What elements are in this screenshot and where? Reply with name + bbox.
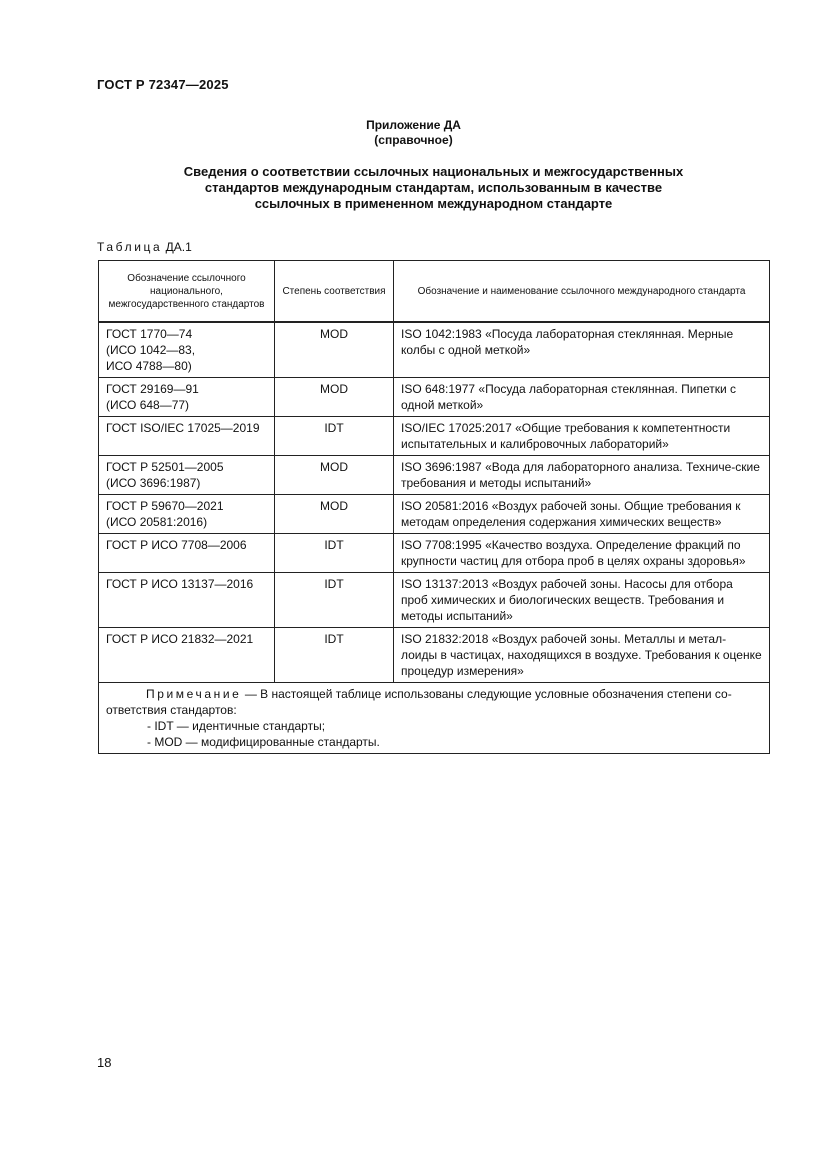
table-row xyxy=(99,456,770,495)
annex-subtitle: (справочное) xyxy=(374,133,453,147)
national-standard-line: ГОСТ ISO/IEC 17025—2019 xyxy=(106,421,260,435)
national-standard-line: ГОСТ 1770—74 xyxy=(106,327,193,341)
column-header-international: Обозначение и наименование ссылочного международного стандарта xyxy=(394,261,770,323)
note-item: - MOD — модифицированные стандарты. xyxy=(147,735,380,749)
column-header-national: Обозначение ссылочного национального, межгосударственного стандартов xyxy=(99,261,275,323)
national-standard-line: ГОСТ Р 59670—2021 xyxy=(106,499,224,513)
national-standard-line: (ИСО 1042—83, xyxy=(106,343,196,357)
column-header-degree: Степень соответствия xyxy=(275,261,394,323)
section-title-line: Сведения о соответствии ссылочных национальных и межгосударственных xyxy=(183,164,684,179)
table-row xyxy=(99,322,770,378)
national-standard-cell xyxy=(99,417,275,456)
degree-cell: MOD xyxy=(275,456,394,495)
note-item: - IDT — идентичные стандарты; xyxy=(147,719,326,733)
international-standard-cell: ISO/IEC 17025:2017 «Общие требования к компетентности испытательных и калибровочных лабораторий» xyxy=(394,417,770,456)
table-header-row xyxy=(99,261,770,323)
national-standard-line: ГОСТ Р ИСО 7708—2006 xyxy=(106,538,247,552)
national-standard-line: ГОСТ Р ИСО 21832—2021 xyxy=(106,632,254,646)
table-row xyxy=(99,573,770,628)
degree-cell: MOD xyxy=(275,378,394,417)
degree-cell: IDT xyxy=(275,573,394,628)
national-standard-line: (ИСО 648—77) xyxy=(106,398,190,412)
national-standard-cell xyxy=(99,378,275,417)
section-title-line: стандартов международным стандартам, использованным в качестве xyxy=(204,180,663,195)
table-label xyxy=(97,240,192,254)
degree-cell: IDT xyxy=(275,628,394,683)
degree-cell: IDT xyxy=(275,417,394,456)
standards-table xyxy=(98,260,770,754)
national-standard-cell xyxy=(99,456,275,495)
note-paragraph xyxy=(106,686,762,718)
table-note xyxy=(99,683,770,754)
degree-cell: IDT xyxy=(275,534,394,573)
table-label-word: Таблица xyxy=(97,240,163,254)
table-row xyxy=(99,417,770,456)
note-text: — В настоящей таблице использованы следующие условные обозначения степени со-ответствия стандартов: xyxy=(106,687,732,717)
international-standard-cell: ISO 7708:1995 «Качество воздуха. Определение фракций по крупности частиц для отбора проб в целях охраны здоровья» xyxy=(394,534,770,573)
table-row xyxy=(99,495,770,534)
international-standard-cell: ISO 21832:2018 «Воздух рабочей зоны. Металлы и метал-лоиды в частицах, находящихся в воздухе. Требования к оценке процедур измерения» xyxy=(394,628,770,683)
national-standard-line: (ИСО 20581:2016) xyxy=(106,515,208,529)
international-standard-cell: ISO 13137:2013 «Воздух рабочей зоны. Насосы для отбора проб химических и биологических веществ. Требования и методы испытаний» xyxy=(394,573,770,628)
international-standard-cell: ISO 20581:2016 «Воздух рабочей зоны. Общие требования к методам определения содержания химических веществ» xyxy=(394,495,770,534)
degree-cell: MOD xyxy=(275,322,394,378)
national-standard-line: ГОСТ Р 52501—2005 xyxy=(106,460,224,474)
national-standard-line: ИСО 4788—80) xyxy=(106,359,192,373)
section-title xyxy=(120,164,747,212)
annex-title: Приложение ДА xyxy=(366,118,461,132)
national-standard-cell xyxy=(99,573,275,628)
international-standard-cell: ISO 648:1977 «Посуда лабораторная стеклянная. Пипетки с одной меткой» xyxy=(394,378,770,417)
national-standard-cell xyxy=(99,534,275,573)
table-row xyxy=(99,534,770,573)
national-standard-line: ГОСТ Р ИСО 13137—2016 xyxy=(106,577,254,591)
international-standard-cell: ISO 3696:1987 «Вода для лабораторного анализа. Техниче-ские требования и методы испытаний» xyxy=(394,456,770,495)
section-title-line: ссылочных в примененном международном стандарте xyxy=(254,196,613,211)
national-standard-line: ГОСТ 29169—91 xyxy=(106,382,199,396)
annex-heading xyxy=(0,118,827,148)
international-standard-cell: ISO 1042:1983 «Посуда лабораторная стеклянная. Мерные колбы с одной меткой» xyxy=(394,322,770,378)
national-standard-line: (ИСО 3696:1987) xyxy=(106,476,201,490)
table-row xyxy=(99,628,770,683)
table-row xyxy=(99,378,770,417)
national-standard-cell xyxy=(99,628,275,683)
page-number: 18 xyxy=(97,1055,112,1070)
national-standard-cell xyxy=(99,495,275,534)
degree-cell: MOD xyxy=(275,495,394,534)
document-id: ГОСТ Р 72347—2025 xyxy=(97,77,229,92)
table-label-number: ДА.1 xyxy=(165,240,192,254)
note-label: Примечание xyxy=(146,687,242,701)
national-standard-cell xyxy=(99,322,275,378)
table-note-row xyxy=(99,683,770,754)
